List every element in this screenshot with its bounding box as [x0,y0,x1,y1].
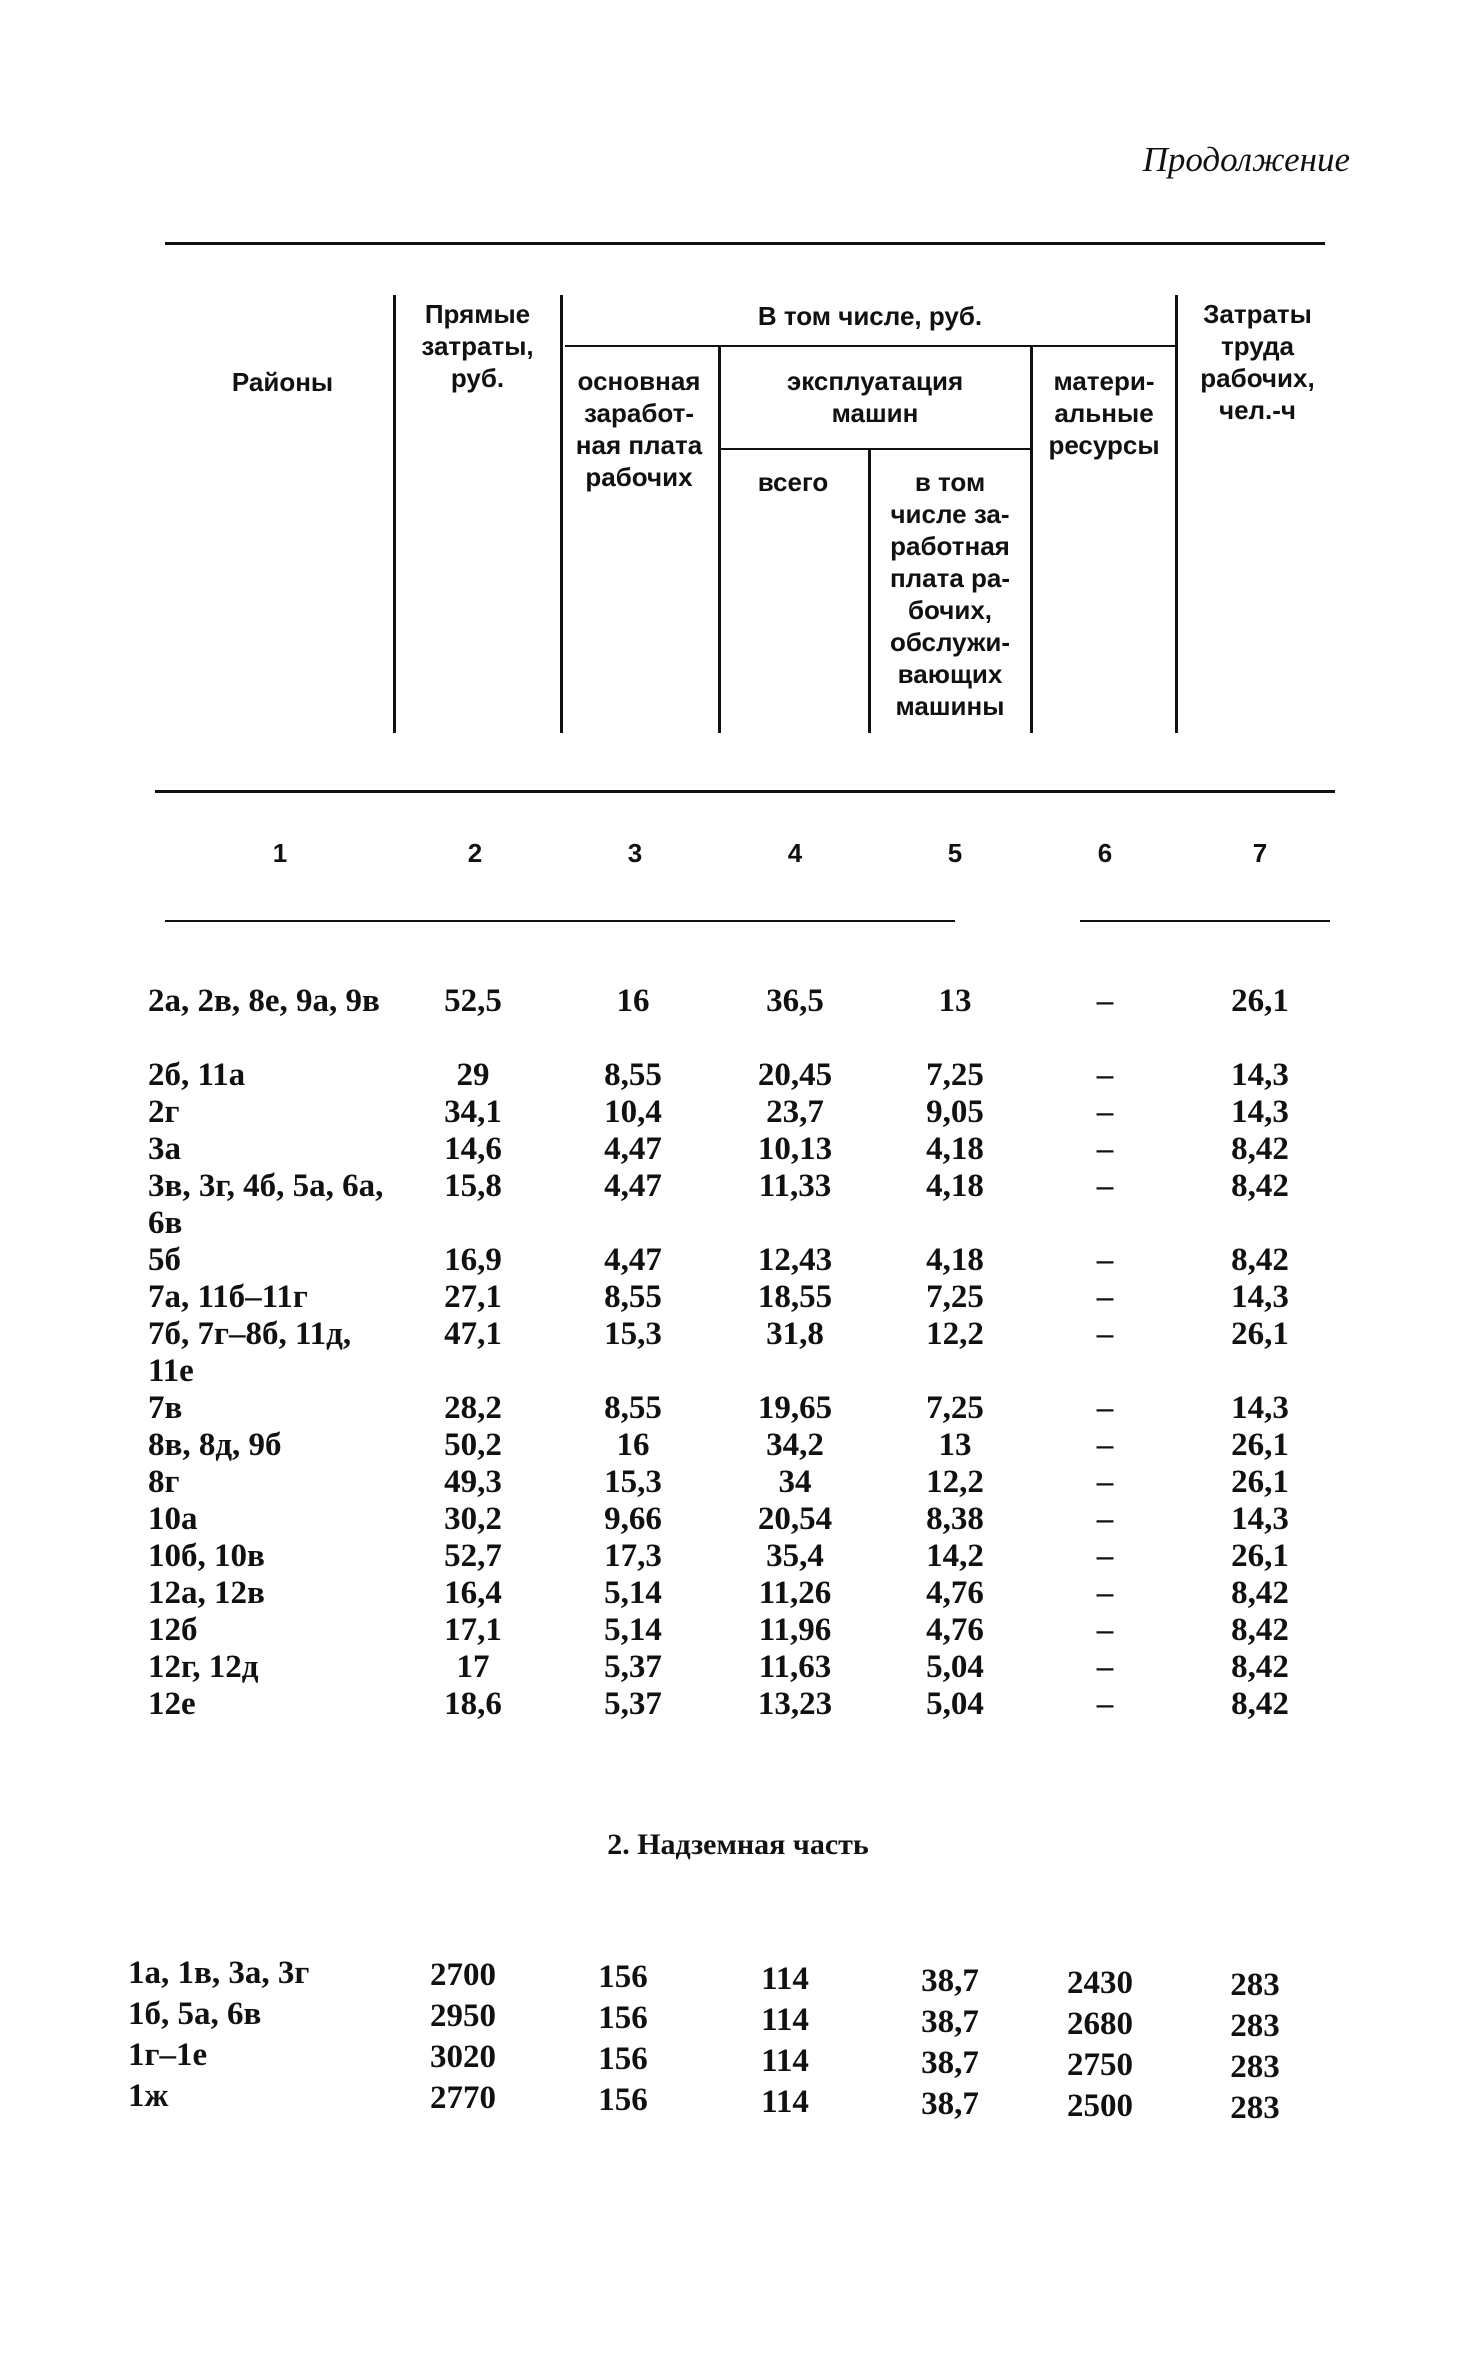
row-label: 7б, 7г–8б, 11д, 11е [148,1316,352,1389]
table-cell: 283 [1230,2049,1280,2085]
table-cell: 156 [598,1959,648,1995]
table-cell: 12,43 [757,1242,833,1278]
table-cell: 8,42 [1231,1168,1289,1204]
table-cell: 10,4 [604,1094,662,1130]
table-cell: 17,1 [444,1612,502,1648]
table-cell: 4,47 [604,1131,662,1167]
table-cell: 12,2 [926,1316,984,1352]
table-cell: 23,7 [766,1094,824,1130]
header-v-tom-chisle: В том числе, руб. [757,301,983,331]
row-label: 5б [148,1242,181,1278]
table-cell: 7,25 [926,1279,984,1315]
table-cell: 50,2 [444,1427,502,1463]
table-cell: 34,2 [766,1427,824,1463]
table-cell: 5,37 [604,1686,662,1722]
table-cell: 8,55 [604,1390,662,1426]
table-cell: – [1096,1686,1114,1722]
table-cell: 7,25 [926,1057,984,1093]
header-top-rule [165,242,1325,245]
row-label: 10б, 10в [148,1538,265,1574]
header-materialnye: матери-альные ресурсы [1048,366,1160,460]
vline-2 [560,295,563,733]
table-cell: – [1096,1501,1114,1537]
table-cell: – [1096,1390,1114,1426]
colnum-bottom-rule [165,920,955,922]
header-osnovnaya-zp: основная заработ-ная плата рабочих [575,366,703,492]
table-cell: 8,55 [604,1057,662,1093]
continuation-label: Продолжение [1142,140,1350,179]
column-number: 3 [627,838,643,868]
table-cell: – [1096,1316,1114,1352]
table-cell: 36,5 [766,983,824,1019]
table-cell: 14,3 [1231,1094,1289,1130]
table-cell: – [1096,1575,1114,1611]
header-bottom-rule [155,790,1335,793]
table-cell: – [1096,983,1114,1019]
table-cell: 15,3 [604,1316,662,1352]
table-cell: 5,04 [926,1649,984,1685]
table-cell: 5,04 [926,1686,984,1722]
table-cell: – [1096,1612,1114,1648]
colnum-bottom-rule-right [1080,920,1330,922]
table-cell: 9,05 [926,1094,984,1130]
table-cell: 29 [456,1057,490,1093]
table-cell: 5,37 [604,1649,662,1685]
table-cell: 16 [616,1427,650,1463]
row-label: 8в, 8д, 9б [148,1427,282,1463]
table-cell: 8,42 [1231,1649,1289,1685]
table-cell: 16,4 [444,1575,502,1611]
table-cell: 2770 [430,2080,496,2116]
table-cell: 19,65 [757,1390,833,1426]
row-label: 7в [148,1390,183,1426]
table-cell: 11,33 [758,1168,832,1204]
table-cell: – [1096,1427,1114,1463]
table-cell: 20,45 [757,1057,833,1093]
table-cell: 17,3 [604,1538,662,1574]
table-cell: 4,47 [604,1242,662,1278]
column-number: 2 [467,838,483,868]
row-label: 12г, 12д [148,1649,259,1685]
group-rule [565,345,1175,347]
table-cell: 283 [1230,1967,1280,2003]
table-cell: 4,76 [926,1612,984,1648]
table-cell: 26,1 [1231,1427,1289,1463]
table-cell: 2750 [1067,2047,1133,2083]
table-cell: – [1096,1538,1114,1574]
row-label: 12б [148,1612,198,1648]
table-cell: 7,25 [926,1390,984,1426]
table-cell: 38,7 [921,2086,979,2122]
table-cell: – [1096,1242,1114,1278]
table-cell: 11,96 [758,1612,832,1648]
table-cell: 35,4 [766,1538,824,1574]
table-cell: 13,23 [757,1686,833,1722]
table-cell: 8,38 [926,1501,984,1537]
table-cell: 2680 [1067,2006,1133,2042]
header-zatraty-truda: Затраты труда рабочих, чел.-ч [1200,299,1315,425]
table-cell: 16,9 [444,1242,502,1278]
table-cell: – [1096,1649,1114,1685]
table-cell: 4,18 [926,1242,984,1278]
table-cell: – [1096,1168,1114,1204]
table-cell: 8,42 [1231,1242,1289,1278]
vline-3 [718,345,721,733]
table-cell: 28,2 [444,1390,502,1426]
table-cell: 4,47 [604,1168,662,1204]
row-label: 3а [148,1131,181,1167]
table-cell: 14,3 [1231,1057,1289,1093]
table-cell: 13 [938,1427,972,1463]
table-cell: 8,42 [1231,1575,1289,1611]
table-cell: 16 [616,983,650,1019]
table-cell: 38,7 [921,1963,979,1999]
table-cell: 283 [1230,2008,1280,2044]
row-label: 2а, 2в, 8е, 9а, 9в [148,983,380,1019]
table-cell: 26,1 [1231,1464,1289,1500]
table-cell: 3020 [430,2039,496,2075]
table-cell: 27,1 [444,1279,502,1315]
table-cell: – [1096,1131,1114,1167]
table-cell: 8,55 [604,1279,662,1315]
vline-1 [393,295,396,733]
table-cell: 13 [938,983,972,1019]
header-vsego: всего [757,467,829,497]
row-label: 1б, 5а, 6в [128,1996,262,2032]
table-cell: 9,66 [604,1501,662,1537]
table-cell: 14,6 [444,1131,502,1167]
table-cell: – [1096,1057,1114,1093]
table-cell: 5,14 [604,1575,662,1611]
header-rayony: Районы [231,367,334,397]
table-cell: 4,18 [926,1168,984,1204]
table-cell: 156 [598,2041,648,2077]
table-cell: 38,7 [921,2045,979,2081]
row-label: 12е [148,1686,196,1722]
table-cell: 34 [778,1464,812,1500]
table-cell: 114 [761,2084,809,2120]
table-cell: 8,42 [1231,1612,1289,1648]
table-cell: 47,1 [444,1316,502,1352]
table-cell: 114 [761,2002,809,2038]
table-cell: 15,3 [604,1464,662,1500]
table-cell: 283 [1230,2090,1280,2126]
table-cell: – [1096,1094,1114,1130]
table-cell: 52,7 [444,1538,502,1574]
table-cell: 14,3 [1231,1501,1289,1537]
table-cell: 34,1 [444,1094,502,1130]
table-cell: – [1096,1464,1114,1500]
column-number: 7 [1252,838,1268,868]
row-label: 2б, 11а [148,1057,246,1093]
table-cell: 15,8 [444,1168,502,1204]
vline-4 [868,448,871,733]
vline-6 [1175,295,1178,733]
table-cell: 17 [456,1649,490,1685]
header-ekspluataciya: эксплуатация машин [786,366,964,428]
table-cell: 8,42 [1231,1131,1289,1167]
header-v-tom-chisle-zp: в том числе за-работная плата ра-бочих, обслужи-вающих машины [889,467,1011,721]
column-number: 4 [787,838,803,868]
row-label: 12а, 12в [148,1575,265,1611]
column-number: 5 [947,838,963,868]
table-cell: 2500 [1067,2088,1133,2124]
table-cell: 156 [598,2082,648,2118]
row-label: 10а [148,1501,198,1537]
table-cell: 26,1 [1231,1316,1289,1352]
table-cell: 12,2 [926,1464,984,1500]
header-pryamye-zatraty: Прямые затраты, руб. [421,299,534,393]
row-label: 1а, 1в, 3а, 3г [128,1955,310,1991]
table-cell: 18,6 [444,1686,502,1722]
table-cell: 114 [761,1961,809,1997]
row-label: 1г–1е [128,2037,208,2073]
table-cell: 156 [598,2000,648,2036]
table-cell: 114 [761,2043,809,2079]
table-cell: 30,2 [444,1501,502,1537]
table-cell: – [1096,1279,1114,1315]
table-cell: 2430 [1067,1965,1133,2001]
row-label: 2г [148,1094,180,1130]
table-cell: 10,13 [757,1131,833,1167]
table-cell: 2950 [430,1998,496,2034]
table-cell: 31,8 [766,1316,824,1352]
table-cell: 26,1 [1231,983,1289,1019]
section-title: 2. Надземная часть [607,1828,869,1861]
vline-5 [1030,345,1033,733]
table-cell: 2700 [430,1957,496,1993]
table-cell: 4,76 [926,1575,984,1611]
table-cell: 14,3 [1231,1390,1289,1426]
table-cell: 18,55 [757,1279,833,1315]
table-cell: 14,2 [926,1538,984,1574]
column-number: 6 [1097,838,1113,868]
table-cell: 26,1 [1231,1538,1289,1574]
row-label: 3в, 3г, 4б, 5а, 6а, 6в [148,1168,384,1241]
column-number: 1 [272,838,288,868]
table-cell: 11,26 [758,1575,832,1611]
row-label: 7а, 11б–11г [148,1279,308,1315]
row-label: 1ж [128,2078,169,2114]
table-cell: 8,42 [1231,1686,1289,1722]
subgroup-rule [718,448,1030,450]
table-cell: 38,7 [921,2004,979,2040]
table-cell: 49,3 [444,1464,502,1500]
table-cell: 14,3 [1231,1279,1289,1315]
table-cell: 5,14 [604,1612,662,1648]
table-cell: 52,5 [444,983,502,1019]
table-cell: 4,18 [926,1131,984,1167]
table-cell: 11,63 [758,1649,832,1685]
table-cell: 20,54 [757,1501,833,1537]
row-label: 8г [148,1464,180,1500]
